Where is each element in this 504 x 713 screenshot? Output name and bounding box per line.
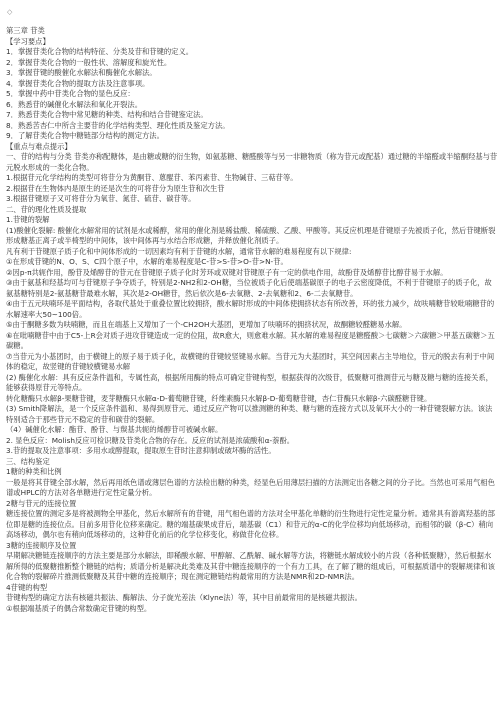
- text-line: 三、结构鉴定: [6, 456, 50, 466]
- text-line: 1.根据苷元化学结构的类型可将苷分为黄酮苷、蒽醌苷、苯丙素苷、生物碱苷、三萜苷等。: [6, 173, 298, 182]
- text-line: 一般是将其苷键全部水解，然后再用纸色谱或薄层色谱的方法检出糖的种类，经显色后用薄层扫描的方法测定出各糖之间的分子比。当然也可采用气相色谱或HPLC的方法对各单糖进行定性定量分析。: [6, 477, 495, 497]
- text-line: 第三章 苷类: [6, 26, 45, 35]
- text-line: 8．熟悉苦杏仁中所含主要苷的化学结构类型、理化性质及鉴定方法。: [6, 120, 230, 130]
- text-line: 1.苷键的裂解: [6, 215, 50, 224]
- text-line: ④由于五元呋喃环是平面结构，各取代基处于重叠位置比较拥挤，酸水解时形成的中间体使拥挤状态有所改善，环的张力减少，故呋喃糖苷较吡喃糖苷的水解速率大50~100倍。: [6, 299, 495, 319]
- text-line: 3.苷的提取及注意事项：多用水或醇提取，提取原生苷时注意抑制或破坏酶的活性。: [6, 446, 276, 455]
- text-line: 7．熟悉苷类化合物中常见糖的种类、结构和结合苷键鉴定法。: [6, 110, 208, 119]
- text-line: ③由于氨基和羟基均可与苷键原子争夺质子，特别是2-NH2和2-OH糖，当位被质子化后使端基碳原子的电子云密度降低，不利于苷键原子的质子化，故氨基糖特别是2-氨基糖苷最难水解，其次是2-OH糖苷，然后依次是6-去氧糖、2-去氧糖和2、6-二去氧糖苷。: [6, 278, 492, 298]
- text-line: 1糖的种类和比例: [6, 467, 62, 476]
- text-line: 早期解决糖链连接顺序的方法主要是部分水解法，即稀酸水解、甲醇解、乙酰解、碱水解等方法，将糖链水解成较小的片段（各种低聚糖），然后根据水解所得的低聚糖推断整个糖链的结构；质谱分析是解决此类难及其苷中糖连接顺序的一个有力工具，在了解了糖的组成后，可根据质谱中的裂解规律和该化合物的裂解碎片推测低聚糖及其苷中糖的连接顺序；现在测定糖链结构最常用的方法是NMR和2D-NMR法。: [6, 551, 495, 581]
- text-line: 4．掌握苷类化合物的提取方法及注意事项。: [6, 78, 150, 88]
- text-line: 【学习要点】: [6, 36, 50, 46]
- text-line: 4苷键的构型: [6, 582, 48, 592]
- corner-mark: ◇: [7, 8, 13, 16]
- text-line: 3糖的连接顺序及位置: [6, 540, 77, 550]
- text-line: 糖连接位置的测定多是将被测物全甲基化，然后水解所有的苷键，用气相色谱的方法对全甲基化单糖的衍生物进行定性定量分析。通常具有游离羟基的部位即是糖的连接位点。目前多用苷化位移来确定。糖的端基碳果成苷后，端基碳（C1）和苷元的α-C的化学位移均向低场移动，而相邻的碳（β-C）稍向高场移动，偶尔也有稍向低场移动的，这种苷化前后的化学位移变化，称做苷化位移。: [6, 509, 495, 539]
- text-line: 一、苷的结构与分类 苷类亦称配糖体，是由糖或糖的衍生物，如氨基糖、糖醛酸等与另一非糖物质（称为苷元或配基）通过糖的半缩醛或半缩酮羟基与苷元脱水形成的一类化合物。: [6, 152, 498, 172]
- text-line: ②因p-π共轭作用，酚苷及烯醇苷的苷元在苷键原子质子化时芳环或双键对苷键原子有一定的供电作用，故酚苷及烯醇苷比醇苷易于水解。: [6, 267, 448, 277]
- text-line: ①根据端基质子的偶合常数确定苷键的构型。: [6, 603, 152, 613]
- text-line: （4）碱催化水解：酯苷、酚苷、与羰基共轭的烯醇苷可被碱水解。: [6, 425, 223, 434]
- text-line: 二、苷的理化性质及提取: [6, 204, 87, 214]
- text-line: 2糖与苷元的连接位置: [6, 498, 77, 508]
- text-line: 转化糖酶只水解β-果糖苷键，麦芽糖酶只水解α-D-葡萄糖苷键，纤维素酶只水解β-D-葡萄糖苷键，杏仁苷酶只水解β-六碳醛糖苷键。: [6, 393, 432, 403]
- text-line: (2) 酶催化水解：具有反应条件温和，专属性高，根据所用酶的特点可确定苷键构型，根据获得的次级苷，低聚糖可推测苷元与糖及糖与糖的连接关系，能够获得原苷元等特点。: [6, 372, 493, 392]
- text-line: 1．掌握苷类化合物的结构特征、分类及苷和苷键的定义。: [6, 47, 194, 56]
- text-line: 3.根据苷键原子又可将苷分为氧苷、氮苷、硫苷、碳苷等。: [6, 194, 196, 203]
- text-line: 2. 显色反应：Molish反应可检识糖及苷类化合物的存在。反应的试剂是浓硫酸和α-萘酚。: [6, 435, 295, 445]
- text-line: ①在形成苷键的N、O、S、C四个原子中，水解的难易程度是C-苷>S-苷>O-苷>N-苷。: [6, 257, 288, 266]
- text-line: ⑤由于酮糖多数为呋喃糖，而且在端基上又增加了一个-CH2OH大基团，更增加了呋喃环的拥挤状况，故酮糖较醛糖易水解。: [6, 320, 407, 329]
- text-line: 【重点与难点提示】: [6, 141, 72, 151]
- text-line: ⑦当苷元为小基团时，由于横键上的原子易于质子化，故横键的苷键较竖键易水解。当苷元为大基团时，其空间因素占主导地位，苷元的脱去有利于中间体的稳定，故竖键的苷键较横键易水解: [6, 351, 495, 371]
- document-body: [6, 26, 498, 614]
- text-line: 5．掌握中药中苷类化合物的显色反应：: [6, 89, 135, 98]
- text-line: 凡有利于苷键原子质子化和中间体形成的一切因素均有利于苷键的水解，通常苷水解的难易程度有以下规律:: [6, 246, 352, 256]
- text-line: 6．熟悉苷的碱催化水解法和氧化开裂法。: [6, 99, 142, 109]
- text-line: 9．了解苷类化合物中糖链部分结构的测定方法。: [6, 131, 164, 140]
- text-line: ⑥在吡喃糖苷中由于C5-上R会对质子进攻苷键造成一定的位阻，故R愈大，则愈难水解。其水解的难易程度是糖醛酸＞七碳糖＞六碳糖＞甲基五碳糖＞五碳糖。: [6, 330, 495, 350]
- text-line: (1)酸催化裂解: 酸催化水解常用的试剂是水或稀醇，常用的催化剂是稀盐酸、稀硫酸、乙酸、甲酸等。其反应机理是苷键原子先被质子化，然后苷键断裂形成糖基正离子或半椅型的中间体，该中间体再与水结合形成糖，并释放催化剂质子。: [6, 225, 496, 245]
- text-line: 苷键构型的确定方法有核磁共振法、酶解法、分子旋光差法（Klyne法）等，其中目前最常用的是核磁共振法。: [6, 593, 362, 602]
- text-line: 2．掌握苷类化合物的一般性状、溶解度和旋光性。: [6, 57, 172, 67]
- text-line: 2.根据苷在生物体内是原生的还是次生的可将苷分为原生苷和次生苷: [6, 183, 225, 193]
- text-line: 3．掌握苷键的酸催化水解法和酶催化水解法。: [6, 68, 157, 77]
- text-line: (3) Smith降解法，是一个反应条件温和、易得到原苷元、通过反应产物可以推测糖的种类、糖与糖的连接方式以及氧环大小的一种苷键裂解方法。该法特别适合于那些苷元不稳定的苷和碳苷的裂解。: [6, 404, 493, 424]
